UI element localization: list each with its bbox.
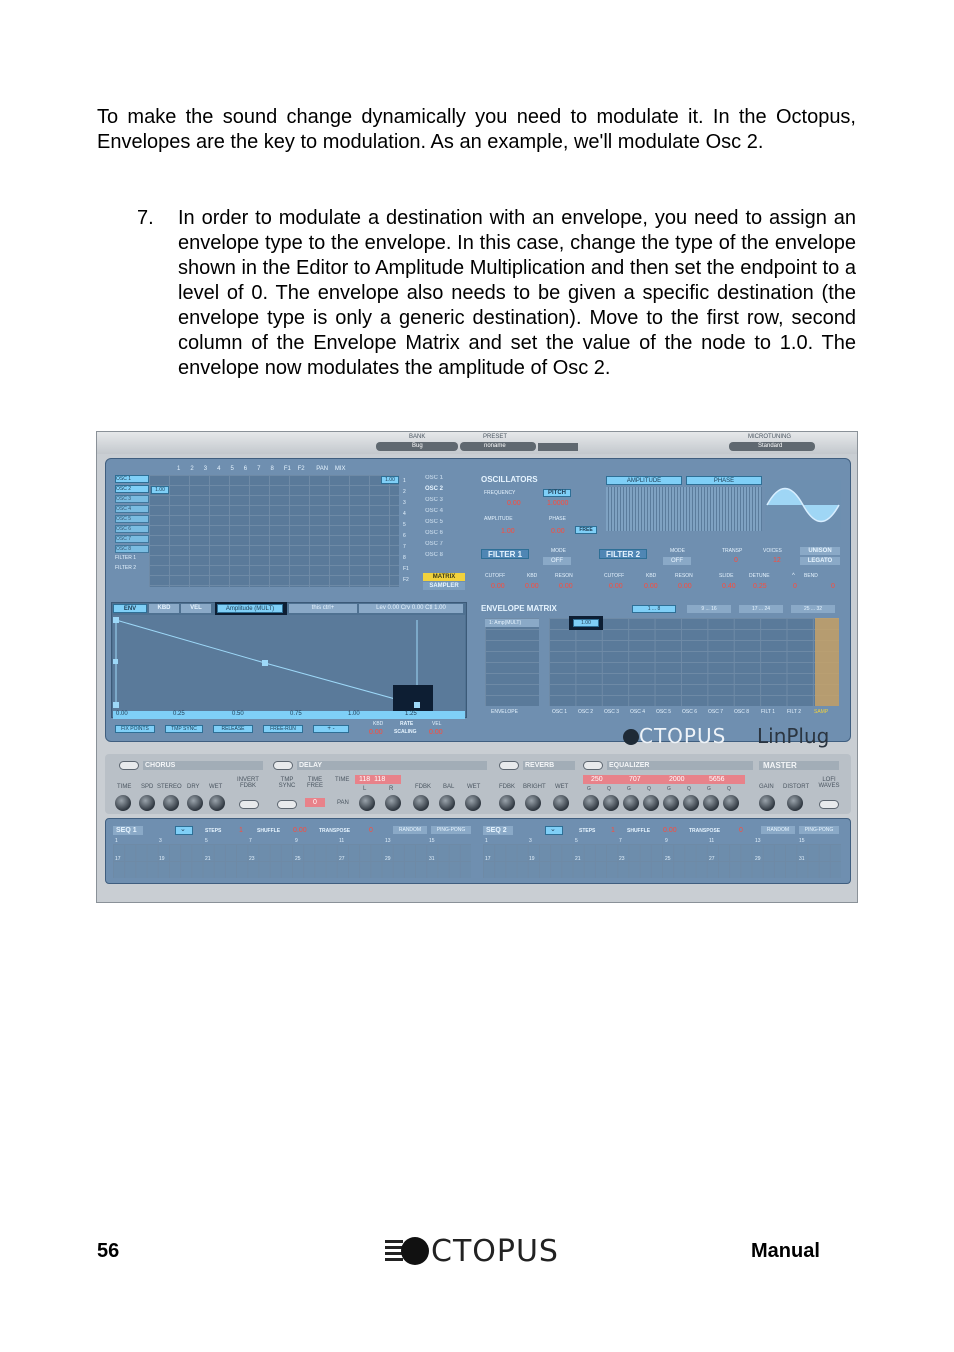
tab-phase[interactable]: PHASE bbox=[686, 476, 762, 485]
chorus-wet-label: WET bbox=[209, 784, 223, 790]
eq-g3-knob[interactable] bbox=[663, 795, 679, 811]
envelope-graph[interactable] bbox=[113, 615, 465, 711]
delay-l-knob[interactable] bbox=[359, 795, 375, 811]
footer-logo-text: CTOPUS bbox=[431, 1234, 559, 1269]
seq2-step-grid[interactable] bbox=[483, 844, 841, 878]
reverb-bright-label: BRIGHT bbox=[523, 784, 546, 790]
eq-q4-knob[interactable] bbox=[723, 795, 739, 811]
filter1-cutoff-value[interactable]: 0.00 bbox=[491, 583, 505, 590]
filter2-reson-label: RESON bbox=[675, 573, 693, 579]
seq2-title[interactable]: SEQ 2 bbox=[483, 826, 513, 835]
filter1-kbd-label: KBD bbox=[527, 573, 538, 579]
delay-toggle[interactable] bbox=[273, 761, 293, 770]
env-matrix-page-4[interactable]: 25 ... 32 bbox=[791, 605, 835, 613]
delay-wet-label: WET bbox=[467, 784, 481, 790]
delay-time-label: TIME bbox=[335, 777, 350, 783]
reverb-bright-knob[interactable] bbox=[525, 795, 541, 811]
osc-list-item-selected[interactable]: OSC 2 bbox=[425, 486, 444, 492]
matrix-row-osc8[interactable]: OSC 8 bbox=[115, 545, 149, 553]
equalizer-toggle[interactable] bbox=[583, 761, 603, 770]
osc-list-item[interactable]: OSC 4 bbox=[425, 508, 444, 514]
env-matrix-samp-column[interactable] bbox=[815, 618, 839, 706]
reverb-toggle[interactable] bbox=[499, 761, 519, 770]
chorus-stereo-label: STEREO bbox=[157, 784, 182, 790]
preset-field[interactable] bbox=[460, 442, 536, 451]
env-node[interactable] bbox=[113, 702, 119, 708]
env-endpoint-node[interactable] bbox=[414, 702, 420, 708]
seq1-shuffle-label: SHUFFLE bbox=[257, 828, 281, 834]
env-kbd-value[interactable]: 0.00 bbox=[369, 729, 383, 736]
envelope-ctrl-select[interactable]: this ctrl+ bbox=[289, 604, 357, 613]
endpoint-highlight bbox=[393, 685, 433, 711]
seq1-pingpong-button[interactable]: PING-PONG bbox=[431, 826, 471, 834]
filter1-mode-label: MODE bbox=[551, 548, 566, 554]
osc-list-item[interactable]: OSC 8 bbox=[425, 552, 444, 558]
seq1-step-grid[interactable] bbox=[113, 844, 471, 878]
voices-value[interactable]: 12 bbox=[773, 557, 781, 564]
reverb-fdbk-label: FDBK bbox=[499, 784, 516, 790]
octopus-logo-icon bbox=[385, 1234, 429, 1270]
preset-nav-buttons[interactable] bbox=[538, 443, 578, 451]
octopus-logo-icon bbox=[623, 729, 639, 745]
frequency-value[interactable]: 0.00 bbox=[507, 500, 521, 507]
osc-list-item[interactable]: OSC 5 bbox=[425, 519, 444, 525]
oscillators-title: OSCILLATORS bbox=[481, 475, 538, 484]
seq1-steps-value[interactable]: 1 bbox=[239, 827, 243, 834]
env-matrix-grid[interactable] bbox=[549, 618, 839, 706]
frequency-label: FREQUENCY bbox=[484, 490, 516, 496]
master-gain-label: GAIN bbox=[759, 784, 774, 790]
delay-fdbk-knob[interactable] bbox=[413, 795, 429, 811]
octopus-footer-logo bbox=[385, 1234, 575, 1270]
filter2-mode-select[interactable]: OFF bbox=[663, 557, 691, 565]
seq1-random-button[interactable]: RANDOM bbox=[393, 826, 427, 834]
matrix-row-osc3[interactable]: OSC 3 bbox=[115, 495, 149, 503]
chorus-toggle[interactable] bbox=[119, 761, 139, 770]
chorus-spd-label: SPD bbox=[141, 784, 154, 790]
voices-label: VOICES bbox=[763, 548, 782, 554]
chorus-stereo-knob[interactable] bbox=[163, 795, 179, 811]
bend-up-value[interactable]: 0 bbox=[793, 583, 797, 590]
chorus-invert-label: INVERT FDBK bbox=[237, 777, 259, 789]
microtuning-label: MICROTUNING bbox=[748, 434, 791, 440]
env-matrix-node-osc2[interactable]: 1.00 bbox=[573, 619, 599, 627]
master-distort-knob[interactable] bbox=[787, 795, 803, 811]
microtuning-field[interactable] bbox=[729, 442, 815, 451]
seq2-transpose-label: TRANSPOSE bbox=[689, 828, 721, 834]
filter2-cutoff-label: CUTOFF bbox=[604, 573, 625, 579]
preset-label: PRESET bbox=[483, 434, 508, 440]
env-matrix-page-3[interactable]: 17 ... 24 bbox=[739, 605, 783, 613]
octopus-logo: CTOPUS bbox=[623, 724, 726, 748]
osc-list-item[interactable]: OSC 3 bbox=[425, 497, 444, 503]
matrix-row-filter1: FILTER 1 bbox=[115, 555, 137, 561]
reverb-wet-knob[interactable] bbox=[553, 795, 569, 811]
delay-title: DELAY bbox=[297, 761, 487, 770]
seq2-dropdown[interactable] bbox=[545, 826, 563, 835]
preset-value: noname bbox=[484, 443, 506, 449]
seq2-pingpong-button[interactable]: PING-PONG bbox=[799, 826, 839, 834]
master-lofi-label: LOFI WAVES bbox=[818, 777, 840, 789]
kbd-tab[interactable]: KBD bbox=[149, 604, 179, 613]
bend-down-value[interactable]: 0 bbox=[831, 583, 835, 590]
matrix-cell-value[interactable]: 1.00 bbox=[151, 486, 169, 494]
detune-label: DETUNE bbox=[749, 573, 770, 579]
filter1-reson-value[interactable]: 0.00 bbox=[559, 583, 573, 590]
matrix-row-osc2[interactable]: OSC 2 bbox=[115, 485, 149, 493]
filter1-cutoff-label: CUTOFF bbox=[485, 573, 506, 579]
chorus-time-knob[interactable] bbox=[115, 795, 131, 811]
unison-button[interactable]: UNISON bbox=[800, 547, 840, 555]
osc-list-item[interactable]: OSC 1 bbox=[425, 475, 444, 481]
intro-paragraph: To make the sound change dynamically you need to modulate it. In the Octopus, Envelopes are the key to modulation. As an example, we'll modulate Osc 2. bbox=[97, 106, 856, 153]
filter2-reson-value[interactable]: 0.00 bbox=[678, 583, 692, 590]
filter1-mode-select[interactable]: OFF bbox=[543, 557, 571, 565]
chorus-title: CHORUS bbox=[143, 761, 263, 770]
chorus-dry-knob[interactable] bbox=[187, 795, 203, 811]
free-run-button[interactable]: FREE-RUN bbox=[263, 725, 303, 733]
env-matrix-page-2[interactable]: 9 ... 16 bbox=[687, 605, 731, 613]
env-tab[interactable]: ENV bbox=[113, 604, 147, 613]
delay-pan-value[interactable]: 0 bbox=[305, 798, 325, 807]
env-matrix-envelope-column[interactable] bbox=[485, 618, 539, 706]
chorus-spd-knob[interactable] bbox=[139, 795, 155, 811]
step-text: In order to modulate a destination with an envelope, you need to assign an envelope type to the envelope. In this case, change the type of the envelope shown in the Editor to Amplitude Multiplication and then set the endpoint to a level of 0. The envelope also needs to be given a specific destination (the envelope type is only a generic destination). Move to the first row, second column of the Envelope Matrix and set the value of the node to 1.0. The envelope now modulates the amplitude of Osc 2. bbox=[178, 207, 856, 379]
seq2-shuffle-value[interactable]: 0.00 bbox=[663, 827, 677, 834]
seq1-title[interactable]: SEQ 1 bbox=[113, 826, 143, 835]
delay-fdbk-label: FDBK bbox=[415, 784, 432, 790]
bank-value: Bug bbox=[412, 443, 423, 449]
release-button[interactable]: RELEASE bbox=[213, 725, 253, 733]
equalizer-title: EQUALIZER bbox=[607, 761, 753, 770]
envelope-time-scale: 0.00 0.25 0.50 0.75 1.00 1.25 bbox=[113, 711, 465, 719]
delay-time-values[interactable]: 118 118 bbox=[355, 775, 401, 784]
transp-value[interactable]: 0 bbox=[734, 557, 738, 564]
seq2-transpose-value[interactable]: 0 bbox=[739, 827, 743, 834]
free-button[interactable]: FREE bbox=[575, 526, 597, 534]
linplug-logo: LinPlug bbox=[757, 724, 830, 748]
plus-minus-button[interactable]: + - bbox=[313, 725, 349, 733]
eq-q3-knob[interactable] bbox=[683, 795, 699, 811]
step-number: 7. bbox=[137, 207, 154, 229]
amplitude-value[interactable]: 1.00 bbox=[501, 528, 515, 535]
filter2-kbd-value[interactable]: 0.00 bbox=[644, 583, 658, 590]
delay-pan-label: PAN bbox=[337, 800, 349, 806]
page-number: 56 bbox=[97, 1240, 120, 1262]
master-title: MASTER bbox=[759, 761, 839, 770]
osc-list bbox=[425, 475, 455, 563]
fix-points-button[interactable]: FIX POINTS bbox=[115, 725, 155, 733]
chevron-down-icon: ⌄ bbox=[550, 826, 556, 833]
env-kbd-label: KBD bbox=[373, 721, 384, 727]
octopus-screenshot: BANK Bug PRESET noname MICROTUNING Standard 1 2 3 4 5 6 7 8 F1 F2 PAN MIX OSC 1 OSC 2 OSC 3 OSC 4 OSC 5 OSC 6 OSC 7 OSC 8 FILTER 1 FILTER 2 1.00 1.00 1 2 3 4 5 6 7 8 F1 F2 MATRIX SAMPLER OSC 1 OSC 2 OSC 3 OSC 4 OSC 5 OSC 6 OSC 7 OSC 8 OSCILLATORS FREQUENCY 0.00 PITCH 1.0000 AMPLITUDE 1.00 PHASE 0.00 FREE AMPLITUDE PHASE FILTER 1 MODE OFF CUTOFF KBD RESON 0.00 0.00 0.00 FILTER 2 MODE OFF CUTOFF KBD RESON 0.00 0.00 0.00 TRANSP 0 VOICES 12 UNISON LEGATO SLIDE 0.40 DETUNE 0.25 ^ 0 BEND 0 ENV KBD VEL Amplitude (MULT) this ctrl+ Lev 0.00 Crv 0.00 Ctl 1.00 0.00 0.25 0.50 0.75 1.00 1.25 FIX POINTS TMP SYNC RELEASE FREE-RUN + - KBD 0.00 RATE SCALING VEL 0.00 ENVELOPE MATRIX 1 ... 8 9 ... 16 17 ... 24 25 ... 32 1: Amp(MULT) 1.00 ENVELOPE OSC 1 OSC 2 OSC 3 OSC 4 OSC 5 OSC 6 OSC 7 OSC 8 FILT 1 FILT 2 SAMP CTOPUS LinPlug CHORUS DELAY REVERB EQUALIZER MASTER TIME SPD STEREO DRY WET INVERT FDBK TMP SYNC TIME FREE TIME 118 118 L R PAN FDBK BAL WET 0 FDBK BRIGHT WET 250 707 2000 5656 G Q G Q G Q G Q GAIN DISTORT LOFI WAVES SEQ 1 ⌄ STEPS 1 SHUFFLE 0.00 TRANSPOSE 0 RANDOM PING-PONG 1 3 5 7 9 11 13 15 17 19 21 23 25 27 29 31 SEQ 2 ⌄ STEPS 1 SHUFFLE 0.00 TRANSPOSE 0 RANDOM PING-PONG 1 3 5 7 9 11 13 15 17 19 21 23 25 27 29 31 bbox=[96, 431, 858, 903]
env-node[interactable] bbox=[113, 659, 118, 664]
pitch-value[interactable]: 1.0000 bbox=[547, 500, 569, 507]
filter1-reson-label: RESON bbox=[555, 573, 573, 579]
envelope-readout: Lev 0.00 Crv 0.00 Ctl 1.00 bbox=[359, 604, 463, 613]
scaling-label: SCALING bbox=[394, 729, 417, 735]
sampler-button[interactable]: SAMPLER bbox=[423, 582, 465, 590]
filter2-cutoff-value[interactable]: 0.00 bbox=[609, 583, 623, 590]
seq1-transpose-value[interactable]: 0 bbox=[369, 827, 373, 834]
bend-up-label: ^ bbox=[792, 573, 795, 579]
env-matrix-page-1[interactable]: 1 ... 8 bbox=[632, 605, 676, 613]
tmp-sync-button[interactable]: TMP SYNC bbox=[165, 725, 203, 733]
delay-r-label: R bbox=[389, 786, 394, 792]
eq-q2-knob[interactable] bbox=[643, 795, 659, 811]
rate-label: RATE bbox=[400, 721, 414, 727]
waveform-bars[interactable] bbox=[606, 487, 762, 531]
transp-label: TRANSP bbox=[722, 548, 743, 554]
filter1-kbd-value[interactable]: 0.00 bbox=[525, 583, 539, 590]
detune-value[interactable]: 0.25 bbox=[753, 583, 767, 590]
chorus-invert-toggle[interactable] bbox=[239, 800, 259, 809]
matrix-row-labels bbox=[115, 475, 149, 575]
filter2-mode-label: MODE bbox=[670, 548, 685, 554]
legato-button[interactable]: LEGATO bbox=[800, 557, 840, 565]
delay-l-label: L bbox=[363, 786, 367, 792]
delay-bal-label: BAL bbox=[443, 784, 455, 790]
seq2-shuffle-label: SHUFFLE bbox=[627, 828, 651, 834]
slide-value[interactable]: 0.40 bbox=[722, 583, 736, 590]
env-vel-label: VEL bbox=[432, 721, 442, 727]
matrix-row-filter2: FILTER 2 bbox=[115, 565, 137, 571]
phase-value[interactable]: 0.00 bbox=[551, 528, 565, 535]
matrix-row-osc1[interactable]: OSC 1 bbox=[115, 475, 149, 483]
matrix-mix-value[interactable]: 1.00 bbox=[381, 476, 399, 484]
filter2-kbd-label: KBD bbox=[646, 573, 657, 579]
bend-label: BEND bbox=[804, 573, 818, 579]
phase-label: PHASE bbox=[549, 516, 566, 522]
seq1-transpose-label: TRANSPOSE bbox=[319, 828, 351, 834]
matrix-row-nums: 1 2 3 4 5 6 7 8 F1 F2 bbox=[403, 478, 409, 583]
microtuning-value: Standard bbox=[758, 443, 783, 449]
reverb-fdbk-knob[interactable] bbox=[499, 795, 515, 811]
vel-tab[interactable]: VEL bbox=[181, 604, 211, 613]
waveform-display bbox=[765, 480, 841, 530]
chevron-down-icon: ⌄ bbox=[180, 826, 186, 833]
chorus-time-label: TIME bbox=[117, 784, 132, 790]
eq-g2-knob[interactable] bbox=[623, 795, 639, 811]
matrix-row-osc4[interactable]: OSC 4 bbox=[115, 505, 149, 513]
chorus-dry-label: DRY bbox=[187, 784, 200, 790]
eq-frequencies[interactable]: 250 707 2000 5656 bbox=[583, 775, 745, 784]
filter1-title[interactable]: FILTER 1 bbox=[481, 549, 529, 559]
seq2-steps-value[interactable]: 1 bbox=[611, 827, 615, 834]
amplitude-label: AMPLITUDE bbox=[484, 516, 513, 522]
delay-tmpsync-toggle[interactable] bbox=[277, 800, 297, 809]
seq1-steps-label: STEPS bbox=[205, 828, 222, 834]
bank-field[interactable] bbox=[376, 442, 458, 451]
seq2-random-button[interactable]: RANDOM bbox=[761, 826, 795, 834]
eq-g1-knob[interactable] bbox=[583, 795, 599, 811]
matrix-button[interactable]: MATRIX bbox=[423, 573, 465, 581]
bank-label: BANK bbox=[409, 434, 426, 440]
chorus-wet-knob[interactable] bbox=[209, 795, 225, 811]
delay-wet-knob[interactable] bbox=[465, 795, 481, 811]
eq-g4-knob[interactable] bbox=[703, 795, 719, 811]
matrix-col-header: 1 2 3 4 5 6 7 8 F1 F2 PAN MIX bbox=[177, 466, 346, 472]
footer-manual-label: Manual bbox=[751, 1240, 820, 1262]
seq2-steps-label: STEPS bbox=[579, 828, 596, 834]
seq1-dropdown[interactable] bbox=[175, 826, 193, 835]
master-distort-label: DISTORT bbox=[783, 784, 810, 790]
pitch-button[interactable]: PITCH bbox=[543, 489, 571, 497]
delay-r-knob[interactable] bbox=[385, 795, 401, 811]
delay-timefree-label: TIME FREE bbox=[306, 777, 323, 789]
slide-label: SLIDE bbox=[719, 573, 734, 579]
env-node[interactable] bbox=[262, 660, 268, 666]
matrix-row-osc7[interactable]: OSC 7 bbox=[115, 535, 149, 543]
osc-list-item[interactable]: OSC 7 bbox=[425, 541, 444, 547]
env-vel-value[interactable]: 0.00 bbox=[429, 729, 443, 736]
matrix-row-osc5[interactable]: OSC 5 bbox=[115, 515, 149, 523]
reverb-wet-label: WET bbox=[555, 784, 569, 790]
env-node[interactable] bbox=[113, 617, 119, 623]
mod-matrix-grid[interactable] bbox=[149, 475, 399, 587]
tab-amplitude[interactable]: AMPLITUDE bbox=[606, 476, 682, 485]
envelope-matrix-title: ENVELOPE MATRIX bbox=[481, 604, 557, 613]
filter2-title[interactable]: FILTER 2 bbox=[599, 549, 647, 559]
osc-list-item[interactable]: OSC 6 bbox=[425, 530, 444, 536]
env-matrix-column-labels: ENVELOPE OSC 1 OSC 2 OSC 3 OSC 4 OSC 5 OSC 6 OSC 7 OSC 8 FILT 1 FILT 2 SAMP bbox=[491, 709, 829, 715]
delay-tmpsync-label: TMP SYNC bbox=[278, 777, 296, 789]
env-matrix-row1-label[interactable]: 1: Amp(MULT) bbox=[485, 619, 539, 627]
reverb-title: REVERB bbox=[523, 761, 575, 770]
lofi-waves-toggle[interactable] bbox=[819, 800, 839, 809]
matrix-row-osc6[interactable]: OSC 6 bbox=[115, 525, 149, 533]
delay-bal-knob[interactable] bbox=[439, 795, 455, 811]
envelope-type-select[interactable]: Amplitude (MULT) bbox=[217, 604, 283, 613]
eq-q1-knob[interactable] bbox=[603, 795, 619, 811]
seq1-shuffle-value[interactable]: 0.00 bbox=[293, 827, 307, 834]
master-gain-knob[interactable] bbox=[759, 795, 775, 811]
